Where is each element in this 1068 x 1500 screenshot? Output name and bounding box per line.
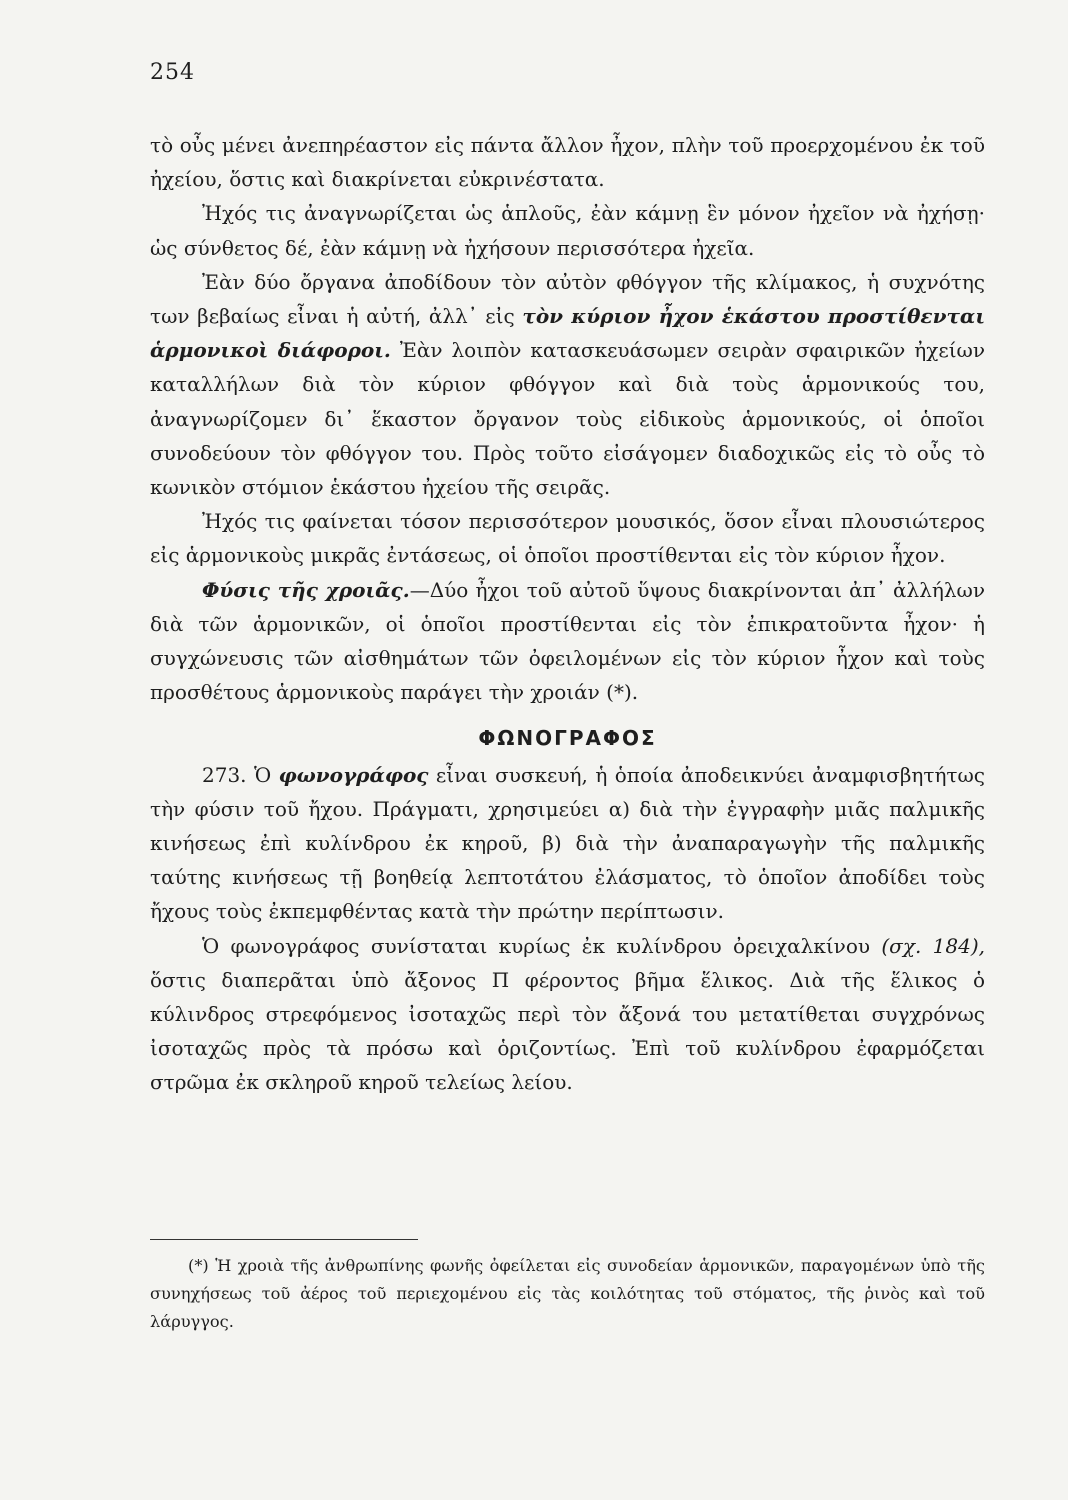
paragraph-7-start: Ὁ φωνογράφος συνίσταται κυρίως ἐκ κυλίνδρου ὀρειχαλκίνου bbox=[202, 933, 882, 958]
page-number: 254 bbox=[150, 60, 195, 85]
footnote-text: (*) Ἡ χροιὰ τῆς ἀνθρωπίνης φωνῆς ὀφείλεται εἰς συνοδείαν ἁρμονικῶν, παραγομένων ὑπὸ τῆς συνηχήσεως τοῦ ἀέρος τοῦ περιεχομένου εἰς τὰς κοιλότητας τοῦ στόματος, τῆς ῥινὸς καὶ τοῦ λάρυγγος. bbox=[150, 1256, 985, 1331]
paragraph-7-text: ὅστις διαπερᾶται ὑπὸ ἄξονος Π φέροντος βῆμα ἕλικος. Διὰ τῆς ἕλικος ὁ κύλινδρος στρεφόμενος ἰσοταχῶς περὶ τὸν ἄξονά του μετατίθεται συγχρόνως ἰσοταχῶς πρὸς τὰ πρόσω καὶ ὁριζοντίως. Ἐπὶ τοῦ κυλίνδρου ἐφαρμόζεται στρῶμα ἐκ σκληροῦ κηροῦ τελείως λείου. bbox=[150, 967, 985, 1095]
paragraph-4: Ἠχός τις φαίνεται τόσον περισσότερον μουσικός, ὅσον εἶναι πλουσιώτερος εἰς ἁρμονικοὺς μικρᾶς ἐντάσεως, οἱ ὁποῖοι προστίθενται εἰς τὸν κύριον ἦχον. bbox=[150, 509, 985, 568]
paragraph-5 bbox=[150, 573, 985, 710]
paragraph-2: Ἠχός τις ἀναγνωρίζεται ὡς ἁπλοῦς, ἐὰν κάμνῃ ἓν μόνον ἠχεῖον νὰ ἠχήσῃ· ὡς σύνθετος δέ, ἐὰν κάμνῃ νὰ ἠχήσουν περισσότερα ἠχεῖα. bbox=[150, 201, 985, 260]
footnote-divider bbox=[150, 1239, 418, 1240]
paragraph-7 bbox=[150, 929, 985, 1100]
phonograph-term: φωνογράφος bbox=[278, 762, 429, 787]
paragraph-3-start: Ἐὰν δύο ὄργανα ἀποδίδουν τὸν αὐτὸν φθόγγον τῆς κλίμακος, ἡ συχνότης των βεβαίως εἶναι ἡ αὐτή, ἀλλ᾽ εἰς bbox=[150, 269, 985, 329]
figure-reference: (σχ. 184), bbox=[881, 933, 985, 958]
paragraph-3 bbox=[150, 265, 985, 504]
footnote bbox=[150, 1252, 985, 1336]
body-text bbox=[150, 128, 985, 1100]
paragraph-1: τὸ οὖς μένει ἀνεπηρέαστον εἰς πάντα ἄλλον ἦχον, πλὴν τοῦ προερχομένου ἐκ τοῦ ἠχείου, ὅστις καὶ διακρίνεται εὐκρινέστατα. bbox=[150, 133, 985, 192]
paragraph-6-text: εἶναι συσκευή, ἡ ὁποία ἀποδεικνύει ἀναμφισβητήτως τὴν φύσιν τοῦ ἤχου. Πράγματι, χρησιμεύει α) διὰ τὴν ἐγγραφὴν μιᾶς παλμικῆς κινήσεως ἐπὶ κυλίνδρου ἐκ κηροῦ, β) διὰ τὴν ἀναπαραγωγὴν τῆς παλμικῆς ταύτης κινήσεως τῇ βοηθείᾳ λεπτοτάτου ἐλάσματος, τὸ ὁποῖον ἀποδίδει τοὺς ἤχους τοὺς ἐκπεμφθέντας κατὰ τὴν πρώτην περίπτωσιν. bbox=[150, 762, 985, 924]
paragraph-5-text: —Δύο ἦχοι τοῦ αὐτοῦ ὕψους διακρίνονται ἀπ᾽ ἀλλήλων διὰ τῶν ἁρμονικῶν, οἱ ὁποῖοι προστίθενται εἰς τὸν ἐπικρατοῦντα ἦχον· ἡ συγχώνευσις τῶν αἰσθημάτων τῶν ὀφειλομένων εἰς τὸν κύριον ἦχον καὶ τοὺς προσθέτους ἁρμονικοὺς παράγει τὴν χροιάν (*). bbox=[150, 577, 985, 705]
paragraph-3-emphasis: τὸν κύριον ἦχον ἑκάστου προστίθενται ἁρμονικοὶ διάφοροι. bbox=[150, 304, 985, 363]
paragraph-6 bbox=[150, 758, 985, 929]
paragraph-3-end: Ἐὰν λοιπὸν κατασκευάσωμεν σειρὰν σφαιρικῶν ἠχείων καταλλήλων διὰ τὸν κύριον φθόγγον καὶ διὰ τοὺς ἁρμονικούς του, ἀναγνωρίζομεν δι᾽ ἕκαστον ὄργανον τοὺς εἰδικοὺς ἁρμονικούς, οἱ ὁποῖοι συνοδεύουν τὸν φθόγγον του. Πρὸς τοῦτο εἰσάγομεν διαδοχικῶς εἰς τὸ οὖς τὸ κωνικὸν στόμιον ἑκάστου ἠχείου τῆς σειρᾶς. bbox=[150, 338, 985, 500]
section-heading: ΦΩΝΟΓΡΑΦΟΣ bbox=[478, 726, 657, 751]
paragraph-6-number: 273. Ὁ bbox=[202, 762, 279, 787]
timbre-subheading: Φύσις τῆς χροιᾶς. bbox=[202, 577, 410, 602]
